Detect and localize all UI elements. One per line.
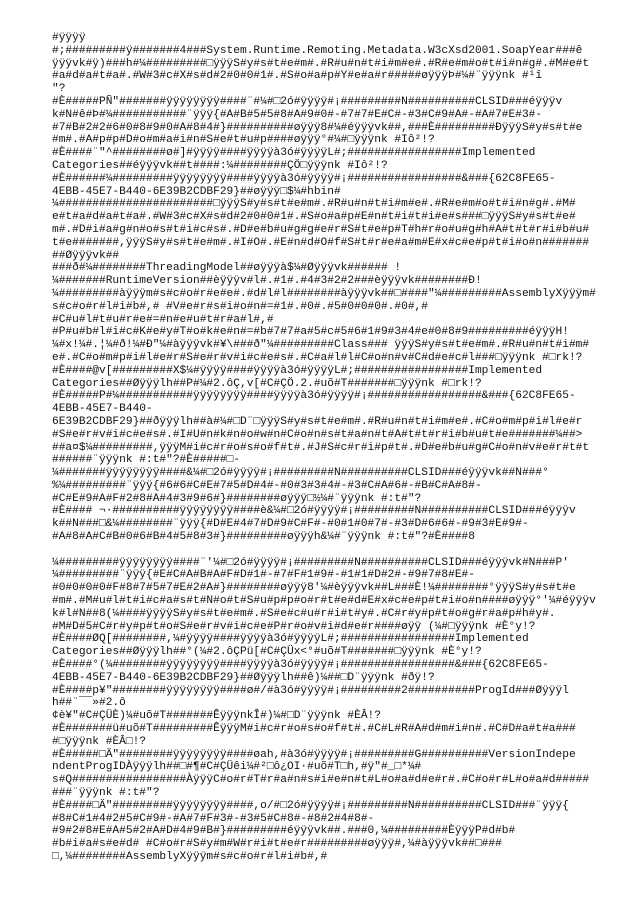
text-line: t#e#######,ÿÿÿS#y#s#t#e#m#.#I#O#.#E#n#d#O#f#S#t#r#e#a#m#E#x#c#e#p#t#i#o#n#######: [52, 236, 590, 249]
text-line: ÿÿÿvk#ÿ)###h#¼#########□ÿÿÿS#y#s#t#e#m#.#R#u#n#t#i#m#e#.#R#e#m#o#t#i#n#g#.#M#e#t: [52, 57, 590, 70]
text-line: #È####□Ä"#########ÿÿÿÿÿÿÿÿ####,o/#□2ó#ÿÿÿÿ#¡#########N##########CLSID###¨ÿÿÿ{: [52, 799, 569, 812]
text-line: #È#####P#¼###########ÿÿÿÿÿÿÿÿ####ÿÿÿÿà3ó#ÿÿÿÿ#¡#################&###{62C8FE65-: [52, 390, 576, 403]
text-line: #È####@v[#########X$¼#ÿÿÿÿ####ÿÿÿÿà3ó#ÿÿÿÿL#;#################Implemented: [52, 364, 543, 377]
text-line: ##a¤$¼#########,ÿÿÿM#i#c#r#o#s#o#f#t#.#J#S#c#r#i#p#t#.#D#e#b#u#g#C#o#n#v#e#r#t#t: [52, 441, 590, 454]
text-line: h##¨¯¯»#2.ô: [52, 697, 126, 710]
text-line: 4EBB-45E7-B440-6E39B2CDBF29}##Øÿÿÿlh##ê)¼##□D¨ÿÿÿnk #ðÿ!?: [52, 671, 435, 684]
text-line: #M#D#5#C#r#y#p#t#o#S#e#r#v#i#c#e#P#r#o#v#i#d#e#r####øÿÿ (¼#□ÿÿÿnk #È°y!?: [52, 620, 536, 633]
text-line: ¼#########¨ÿÿÿ{#E#C#A#B#A#F#D#1#-#7#F#1#9#-#1#1#D#2#-#9#7#8#E#-: [52, 569, 475, 582]
text-line: #7#B#2#2#6#0#8#9#0#A#8#4#}##########øÿÿÿ8#¼#éÿÿÿvk##,###È#########ÐÿÿÿS#y#s#t#e: [52, 121, 583, 134]
text-line: [52, 544, 632, 557]
text-line: k#l#N##8(¼####ÿÿÿÿS#y#s#t#e#m#.#S#e#c#u#r#i#t#y#.#C#r#y#p#t#o#g#r#a#p#h#y#.: [52, 607, 556, 620]
text-line: ###¨ÿÿÿnk #:t#"?: [52, 787, 160, 800]
text-line: #È####°(¼########ÿÿÿÿÿÿÿÿ####ÿÿÿÿà3ó#ÿÿÿÿ#¡#################&###{62C8FE65-: [52, 659, 549, 672]
text-line: ¼#x!¼#.¦¼#ð!¼#Ð"¼#àÿÿÿvk#¥\###ð"¼#########Class### ÿÿÿS#y#s#t#e#m#.#R#u#n#t#i#m#: [52, 339, 590, 352]
text-line: s#c#o#r#l#i#b#,# #V#e#r#s#i#o#n#=#1#.#0#.#5#0#0#0#.#0#,#: [52, 300, 428, 313]
text-line: e#t#a#d#a#t#a#.#W#3#c#X#s#d#2#0#0#1#.#S#o#a#p#E#n#t#i#t#i#e#s###□ÿÿÿS#y#s#t#e#: [52, 211, 576, 224]
text-line: e#.#C#o#m#p#i#l#e#r#S#e#r#v#i#c#e#s#.#C#a#l#l#C#o#n#v#C#d#e#c#l###□ÿÿÿnk #□rk!?: [52, 351, 583, 364]
text-line: ¼#########àÿÿÿm#s#c#o#r#e#e#.#d#l#l########àÿÿÿvk##□####"¼#########AssemblyXÿÿÿm#: [52, 287, 596, 300]
text-line: 4EBB-45E7-B440-6E39B2CDBF29}##øÿÿÿ□$¼#hbin#: [52, 185, 341, 198]
text-line: ndentProgIDÀÿÿÿlh##□#¶#C#ÇÜêi¼#²□ô¿OI·#uõ#T□h,#ÿ"#_□*¼#: [52, 761, 422, 774]
document-text: [52, 32, 632, 864]
text-line: □,¼########AssemblyXÿÿÿm#s#c#o#r#l#i#b#,#: [52, 851, 328, 863]
text-line: #m#.#M#u#l#t#i#c#a#s#t#N#o#t#S#u#p#p#o#r#t#e#d#E#x#c#e#p#t#i#o#n####øÿÿÿ°'¼#éÿÿÿv: [52, 595, 596, 608]
text-line: #È#####□Ä"########ÿÿÿÿÿÿÿÿ####øah,#à3ó#ÿÿÿÿ#¡#########G##########VersionIndepe: [52, 748, 576, 761]
text-line: #9#2#8#E#A#5#2#A#D#4#9#B#}#########éÿÿÿvk##.###0,¼#########ÈÿÿÿP#d#b#: [52, 825, 516, 838]
text-line: ¼#######ÿÿÿÿÿÿÿÿ####&¼#□2ó#ÿÿÿÿ#¡#########N##########CLSID###éÿÿÿvk##N###°: [52, 467, 549, 480]
text-line: ###ð#¼########ThreadingModel##øÿÿÿà$¼#Øÿÿÿvk###### !: [52, 262, 402, 275]
text-line: #P#u#b#l#i#c#K#e#y#T#o#k#e#n#=#b#7#7#a#5#c#5#6#1#9#3#4#e#0#8#9#########éÿÿÿH!: [52, 326, 569, 339]
text-line: ¼#######################□ÿÿÿS#y#s#t#e#m#.#R#u#n#t#i#m#e#.#R#e#m#o#t#i#n#g#.#M#: [52, 198, 576, 211]
text-line: Categories##éÿÿÿvk##t####:¼########ÇÖ□ÿÿÿnk #Iô²!?: [52, 159, 388, 172]
text-line: ¢è¥"#C#ÇÜÈ)¼#uõ#T#######ÊÿÿÿnkÎ#)¼#□D¨ÿÿÿnk #ÈÂ!?: [52, 710, 381, 723]
text-line: Categories##Øÿÿÿlh##°(¼#2.ôÇPü[#C#ÇÜx<°#uõ#T#######□ÿÿÿnk #È°y!?: [52, 646, 482, 659]
text-line: #È####p¥"########ÿÿÿÿÿÿÿÿ####ø#/#à3ó#ÿÿÿÿ#¡#########2##########ProgId###Øÿÿÿl: [52, 684, 569, 697]
text-line: s#Q#################ÀÿÿÿC#o#r#T#r#a#n#s#i#e#n#t#L#o#a#d#e#r#.#C#o#r#L#o#a#d#####: [52, 774, 590, 787]
text-line: #□ÿÿÿnk #ÈÂ□!?: [52, 735, 146, 748]
text-line: #È#######ü#uõ#T#########ÊÿÿÿM#i#c#r#o#s#o#f#t#.#C#L#R#A#d#m#i#n#.#C#D#a#t#a###: [52, 723, 576, 736]
text-line: #0#0#0#0#F#8#7#5#7#E#2#A#}########øÿÿÿ8'¼#èÿÿÿvk##L###È!¼########°ÿÿÿS#y#s#t#e: [52, 582, 576, 595]
text-line: #;#########ÿ#######4###System.Runtime.Remoting.Metadata.W3cXsd2001.SoapYear###ê: [52, 44, 583, 57]
text-line: #C#u#l#t#u#r#e#=#n#e#u#t#r#a#l#,#: [52, 313, 274, 326]
text-line: %¼#########¨ÿÿÿ{#6#6#C#E#7#5#D#4#-#0#3#3#4#-#3#C#A#6#-#B#C#A#8#-: [52, 479, 482, 492]
text-line: #8#C#1#4#2#5#C#9#-#A#7#F#3#-#3#5#C#8#-#8#2#4#8#-: [52, 812, 375, 825]
text-line: ¼#######RuntimeVersion##èÿÿÿv#l#.#1#.#4#3#2#2###èÿÿÿvk########Ð!: [52, 275, 482, 288]
text-line: #È#####PÑ"#######ÿÿÿÿÿÿÿÿ####¨#¼#□2ó#ÿÿÿÿ#¡#########N##########CLSID###éÿÿÿv: [52, 95, 563, 108]
text-line: 6E39B2CDBF29}##ðÿÿÿlh##à#¼#□D¨□ÿÿÿS#y#s#t#e#m#.#R#u#n#t#i#m#e#.#C#o#m#p#i#l#e#r: [52, 415, 583, 428]
text-line: #b#i#a#s#e#d# #C#o#r#S#y#m#W#r#i#t#e#r#########øÿÿÿ#,¼#àÿÿÿvk##□###: [52, 838, 502, 851]
text-line: #ÿÿÿÿ: [52, 32, 86, 44]
text-line: #a#d#a#t#a#.#W#3#c#X#s#d#2#0#0#1#.#S#o#a#p#Y#e#a#r#####øÿÿÿÞ#¼#¨ÿÿÿnk #¹î: [52, 70, 543, 83]
text-line: #È######¼#########ÿÿÿÿÿÿÿÿ####ÿÿÿÿà3ó#ÿÿÿÿ#¡#################&###{62C8FE65-: [52, 172, 556, 185]
text-line: "?: [52, 83, 66, 96]
text-line: #È####¨"^########ø#]#ÿÿÿÿ####ÿÿÿÿà3ó#ÿÿÿÿL#;#################Implemented: [52, 147, 536, 160]
text-line: Categories##Øÿÿÿlh##P#¼#2.ôÇ,v[#C#ÇÖ.2.#uõ#T#######□ÿÿÿnk #□rk!?: [52, 377, 482, 390]
text-line: #C#E#9#A#F#2#8#A#4#3#9#6#}########øÿÿÿ□½¼#¨ÿÿÿnk #:t#"?: [52, 492, 422, 505]
text-line: #m#.#A#p#p#D#o#m#a#i#n#S#e#t#u#p####øÿÿÿ°#¼#□ÿÿÿnk #Iô²!?: [52, 134, 435, 147]
text-line: #È####ØQ[########,¼#ÿÿÿÿ####ÿÿÿÿà3ó#ÿÿÿÿL#;#################Implemented: [52, 633, 529, 646]
text-line: #S#e#r#v#i#c#e#s#.#I#U#n#k#n#o#w#n#C#o#n#s#t#a#n#t#A#t#t#r#i#b#u#t#e#######¼##>: [52, 428, 583, 441]
text-line: 4EBB-45E7-B440-: [52, 403, 153, 416]
text-line: #A#8#A#C#B#0#6#B#4#5#8#3#}#########øÿÿÿh&¼#¨ÿÿÿnk #:t#"?#È####8: [52, 531, 475, 544]
text-line: ######¨ÿÿÿnk #:t#"?#È#####□-: [52, 454, 240, 467]
text-line: m#.#D#i#a#g#n#o#s#t#i#c#s#.#D#e#b#u#g#g#e#r#S#t#e#p#T#h#r#o#u#g#h#A#t#t#r#i#b#u#: [52, 223, 590, 236]
text-line: k#N#ê#Þ#¼###########¨ÿÿÿ{#A#B#5#5#8#A#9#0#-#7#7#E#C#-#3#C#9#A#-#A#7#E#3#-: [52, 108, 543, 121]
text-line: ##Øÿÿÿvk##: [52, 249, 120, 262]
text-line: ¼#########ÿÿÿÿÿÿÿÿ####¨'¼#□2ó#ÿÿÿÿ#¡#########N##########CLSID###éÿÿÿvk#N###P': [52, 556, 569, 569]
text-line: k##N###□&¼########¨ÿÿÿ{#D#E#4#7#D#9#C#F#-#0#1#0#7#-#3#D#6#6#-#9#3#E#9#-: [52, 518, 529, 531]
text-line: #È#### ¬·##########ÿÿÿÿÿÿÿÿ####è&¼#□2ó#ÿÿÿÿ#¡#########N##########CLSID###éÿÿÿv: [52, 505, 576, 518]
